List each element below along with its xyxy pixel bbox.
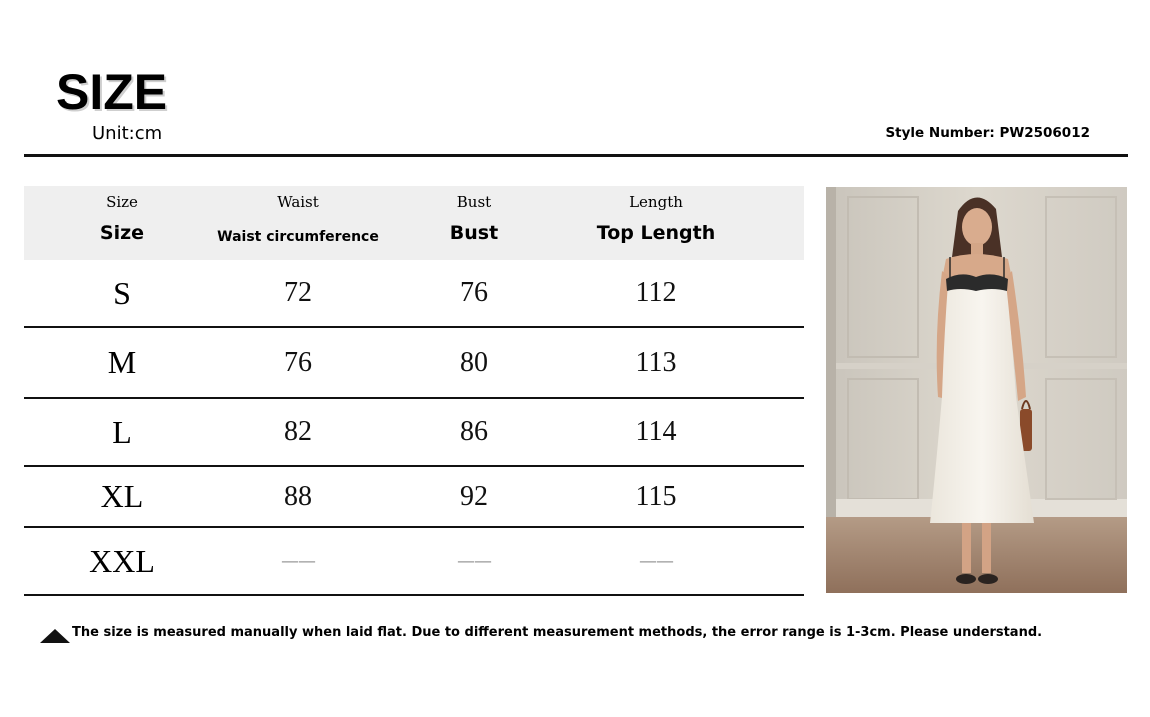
cell-length: 113 <box>635 346 677 378</box>
cell-length: —— <box>639 550 673 572</box>
cell-bust: —— <box>457 550 491 572</box>
cell-size: L <box>112 413 132 450</box>
header-waist <box>200 186 396 260</box>
header-divider <box>24 154 1128 157</box>
table-row <box>24 528 804 596</box>
page-title: SIZE <box>56 64 168 120</box>
cell-bust: 92 <box>460 480 488 512</box>
cell-size: XL <box>100 478 144 514</box>
header-size-small: Size <box>106 193 138 211</box>
table-row <box>24 399 804 467</box>
table-row <box>24 260 804 328</box>
table-row <box>24 467 804 528</box>
cell-bust: 80 <box>460 346 488 378</box>
header-length <box>560 186 752 260</box>
note-text: The size is measured manually when laid flat. Due to different measurement methods, the error range is 1-3cm. Please understand. <box>72 625 1043 640</box>
product-photo <box>826 187 1127 593</box>
measurement-note <box>40 623 1042 643</box>
header-length-small: Length <box>629 193 683 211</box>
triangle-icon <box>40 629 70 643</box>
cell-waist: —— <box>281 550 315 572</box>
cell-size: S <box>113 274 131 311</box>
cell-length: 115 <box>635 480 677 512</box>
header-size-big: Size <box>99 222 145 244</box>
cell-bust: 86 <box>460 416 488 447</box>
cell-waist: 76 <box>284 346 312 378</box>
header-waist-small: Waist <box>277 193 319 211</box>
header-waist-big: Waist circumference <box>217 229 379 245</box>
cell-waist: 88 <box>284 480 312 512</box>
header-bust <box>376 186 572 260</box>
style-number: Style Number: PW2506012 <box>885 125 1090 141</box>
cell-waist: 82 <box>284 416 312 447</box>
table-row <box>24 328 804 399</box>
table-header <box>24 186 804 260</box>
header-size <box>24 186 220 260</box>
size-table <box>24 186 804 596</box>
cell-length: 114 <box>635 416 677 447</box>
header-bust-small: Bust <box>456 193 492 211</box>
cell-size: XXL <box>89 542 155 579</box>
cell-bust: 76 <box>460 277 488 308</box>
unit-label: Unit:cm <box>92 123 163 144</box>
header-bust-big: Bust <box>449 222 499 244</box>
cell-size: M <box>107 344 137 380</box>
header-length-big: Top Length <box>596 222 716 244</box>
cell-length: 112 <box>635 277 677 308</box>
cell-waist: 72 <box>284 277 312 308</box>
